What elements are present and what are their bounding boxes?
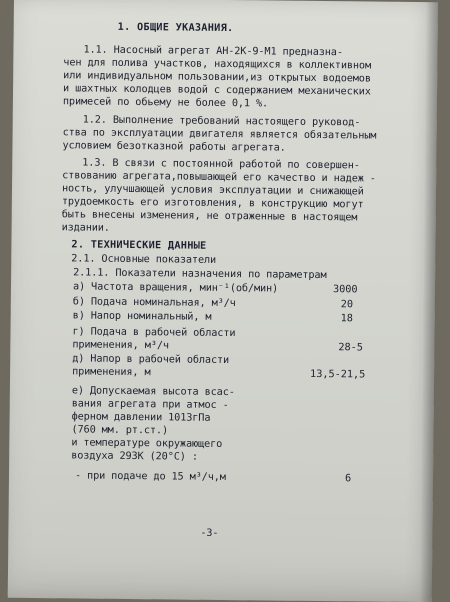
subsection-2-1: 2.1. Основные показатели xyxy=(71,253,217,266)
para-1-2-line-2: ства по эксплуатации двигателя является обязательным xyxy=(62,127,377,142)
item-d-label-2: применения, м xyxy=(72,366,151,379)
item-g-label: г) Подача в рабочей области xyxy=(72,326,236,340)
para-1-1-line-3: или индивидуальном пользовании,из открытых водоемов xyxy=(63,70,371,85)
para-1-1-line-1: 1.1. Насосный агрегат АН-2К-9-М1 предназна- xyxy=(83,44,343,59)
item-v-value: 18 xyxy=(340,313,354,325)
item-e-line-1: е) Допускаемая высота всас- xyxy=(71,385,235,399)
item-g-value: 28-5 xyxy=(338,342,363,354)
item-d-label: д) Напор в рабочей области xyxy=(72,353,230,367)
page-number: -3- xyxy=(200,527,219,539)
para-1-3-line-2: ствованию агрегата,повышающей его качество и надеж - xyxy=(62,170,376,185)
para-1-2-line-3: условием безотказной работы агрегата. xyxy=(62,140,286,154)
item-a-label: а) Частота вращения, мин⁻¹(об/мин) xyxy=(72,281,279,295)
item-e-sub-value: 6 xyxy=(344,473,352,485)
para-1-3-line-5: быть внесены изменения, не отраженные в настоящем xyxy=(61,209,358,224)
section-1-title: 1. ОБЩИЕ УКАЗАНИЯ. xyxy=(117,21,234,35)
para-1-3-line-1: 1.3. В связи с постоянной работой по совершен- xyxy=(82,157,360,172)
subsection-2-1-1: 2.1.1. Показатели назначения по параметрам xyxy=(73,267,327,282)
item-e-line-3: ферном давлении 1013гПа xyxy=(71,411,211,424)
para-1-1-line-5: примесей по обьему не более 0,1 %. xyxy=(62,96,269,110)
item-g-label-2: применения, м³/ч xyxy=(72,339,169,352)
section-2-title: 2. ТЕХНИЧЕСКИЕ ДАННЫЕ xyxy=(71,239,207,252)
para-1-3-line-3: ность, улучшающей условия эксплуатации и снижающей xyxy=(61,183,364,198)
document-page xyxy=(8,0,438,602)
item-e-line-2: вания агрегата при атмос - xyxy=(71,398,229,412)
page-shadow xyxy=(420,2,438,602)
para-1-2-line-1: 1.2. Выполнение требований настоящего руковод- xyxy=(82,114,361,129)
para-1-3-line-6: издании. xyxy=(61,222,110,234)
item-e-line-6: воздуха 293К (20°С) : xyxy=(71,450,198,463)
item-e-sub-label: - при подаче до 15 м³/ч,м xyxy=(74,470,226,484)
item-d-value: 13,5-21,5 xyxy=(310,368,366,381)
item-e-line-4: (760 мм. рт.ст.) xyxy=(71,424,169,437)
para-1-1-line-2: чен для полива участков, находящихся в коллективном xyxy=(63,57,372,72)
item-a-value: 3000 xyxy=(332,284,358,296)
para-1-1-line-4: и шахтных колодцев водой с содержанием механических xyxy=(63,83,371,98)
item-v-label: в) Напор номинальный, м xyxy=(72,310,212,323)
item-e-line-5: и температуре окружающего xyxy=(71,437,223,450)
para-1-3-line-4: трудоемкость его изготовления, в конструкцию могут xyxy=(61,196,364,211)
item-b-label: б) Подача номинальная, м³/ч xyxy=(72,296,236,310)
item-b-value: 20 xyxy=(340,299,354,311)
